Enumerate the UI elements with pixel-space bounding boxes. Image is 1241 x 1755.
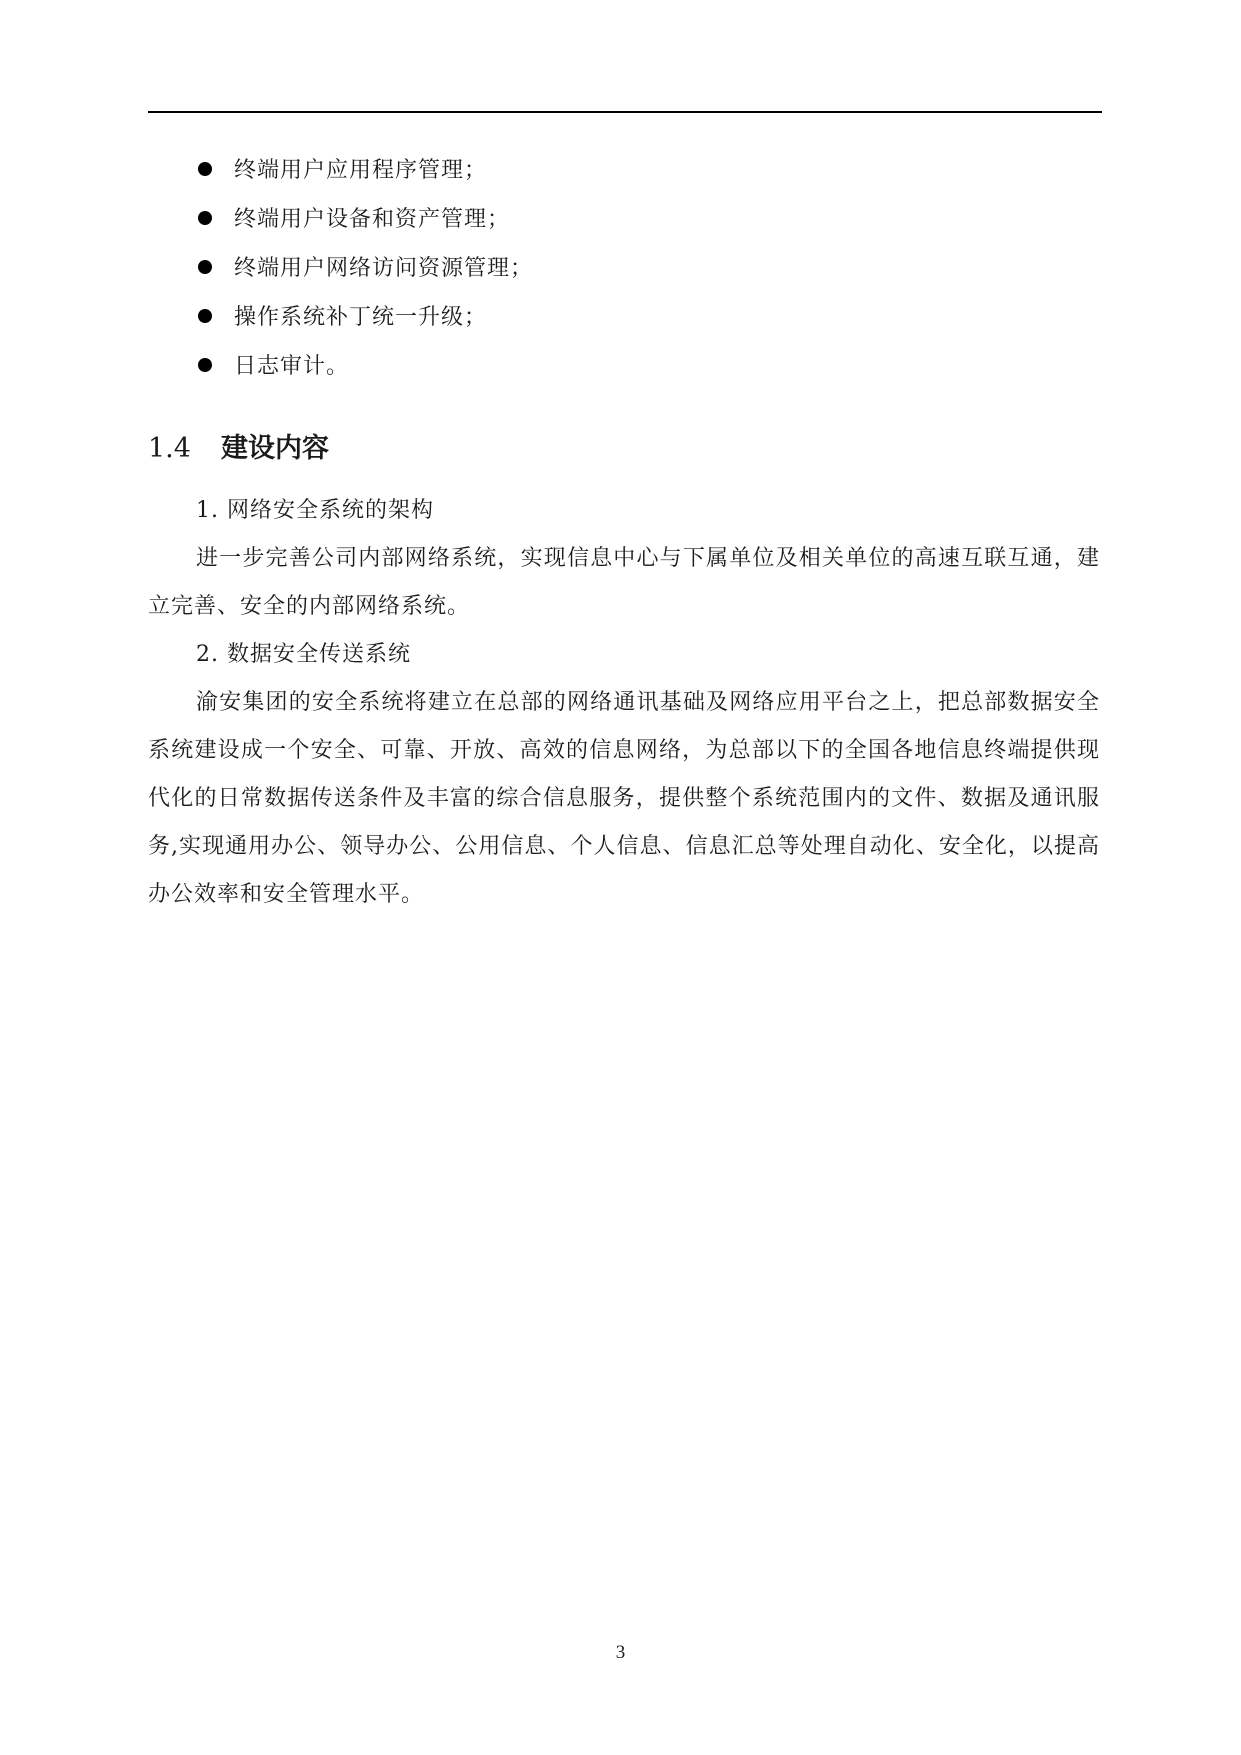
paragraph-network: 进一步完善公司内部网络系统，实现信息中心与下属单位及相关单位的高速互联互通，建立完善、安全的内部网络系统。 xyxy=(148,546,1100,619)
list-item xyxy=(198,242,1098,291)
bullet-icon xyxy=(198,309,212,323)
list-item-text: 操作系统补丁统一升级； xyxy=(234,305,488,330)
bullet-list xyxy=(198,144,1098,389)
paragraph-data-transfer: 渝安集团的安全系统将建立在总部的网络通讯基础及网络应用平台之上，把总部数据安全系统建设成一个安全、可靠、开放、高效的信息网络，为总部以下的全国各地信息终端提供现代化的日常数据传送条件及丰富的综合信息服务，提供整个系统范围内的文件、数据及通讯服务,实现通用办公、领导办公、公用信息、个人信息、信息汇总等处理自动化、安全化，以提高办公效率和安全管理水平。 xyxy=(148,690,1100,907)
subheading-network-architecture: 1. 网络安全系统的架构 xyxy=(196,498,434,523)
list-item xyxy=(198,193,1098,242)
list-item xyxy=(198,291,1098,340)
header-rule xyxy=(148,111,1102,113)
list-item xyxy=(198,340,1098,389)
section-title: 建设内容 xyxy=(220,433,329,464)
list-item-text: 终端用户设备和资产管理； xyxy=(234,207,511,232)
list-item-text: 日志审计。 xyxy=(234,354,350,379)
list-item xyxy=(198,144,1098,193)
section-number: 1.4 xyxy=(148,433,191,464)
bullet-icon xyxy=(198,260,212,274)
body-text xyxy=(148,487,1100,919)
list-item-text: 终端用户网络访问资源管理； xyxy=(234,256,534,281)
page-number: 3 xyxy=(615,1642,626,1663)
subheading-data-transfer: 2. 数据安全传送系统 xyxy=(196,642,411,667)
bullet-icon xyxy=(198,211,212,225)
list-item-text: 终端用户应用程序管理； xyxy=(234,158,488,183)
bullet-icon xyxy=(198,162,212,176)
bullet-icon xyxy=(198,358,212,372)
section-heading xyxy=(148,426,329,465)
